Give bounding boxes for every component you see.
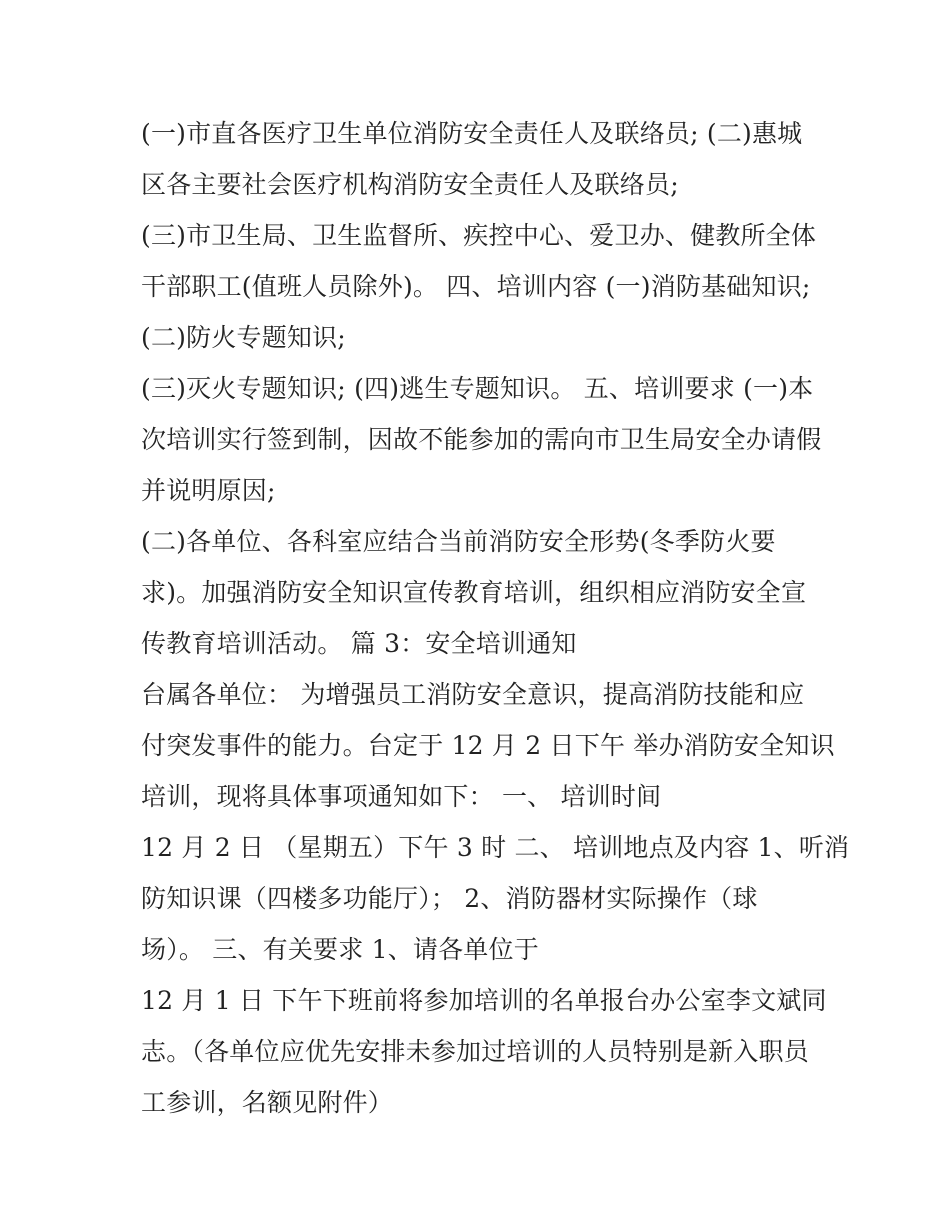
text-line: (一)市直各医疗卫生单位消防安全责任人及联络员; (二)惠城	[141, 119, 803, 148]
text-line: 并说明原因;	[141, 476, 276, 505]
text-line: 次培训实行签到制，因故不能参加的需向市卫生局安全办请假	[141, 425, 822, 454]
text-line: 求)。加强消防安全知识宣传教育培训，组织相应消防安全宣	[141, 578, 807, 607]
text-line: 干部职工(值班人员除外)。 四、培训内容 (一)消防基础知识;	[141, 272, 811, 301]
text-line: 防知识课（四楼多功能厅）； 2、消防器材实际操作（球	[141, 884, 758, 913]
text-line: (二)各单位、各科室应结合当前消防安全形势(冬季防火要	[141, 527, 776, 556]
text-line: (二)防火专题知识;	[141, 323, 346, 352]
text-line: 培训，现将具体事项通知如下： 一、 培训时间	[141, 782, 662, 811]
text-line: 工参训，名额见附件）	[141, 1088, 394, 1117]
text-line: 场）。 三、有关要求 1、请各单位于	[141, 935, 539, 964]
text-line: 12 月 1 日 下午下班前将参加培训的名单报台办公室李文斌同	[141, 986, 827, 1015]
text-line: 付突发事件的能力。台定于 12 月 2 日下午 举办消防安全知识	[141, 731, 835, 760]
text-line: 12 月 2 日 （星期五）下午 3 时 二、 培训地点及内容 1、听消	[141, 833, 850, 862]
text-line: (三)灭火专题知识; (四)逃生专题知识。 五、培训要求 (一)本	[141, 374, 814, 403]
document-body	[141, 108, 850, 1128]
text-line: 传教育培训活动。 篇 3：安全培训通知	[141, 629, 577, 658]
text-line: (三)市卫生局、卫生监督所、疾控中心、爱卫办、健教所全体	[141, 221, 817, 250]
text-line: 志。（各单位应优先安排未参加过培训的人员特别是新入职员	[141, 1037, 809, 1066]
text-line: 区各主要社会医疗机构消防安全责任人及联络员;	[141, 170, 679, 199]
text-line: 台属各单位： 为增强员工消防安全意识，提高消防技能和应	[141, 680, 805, 709]
